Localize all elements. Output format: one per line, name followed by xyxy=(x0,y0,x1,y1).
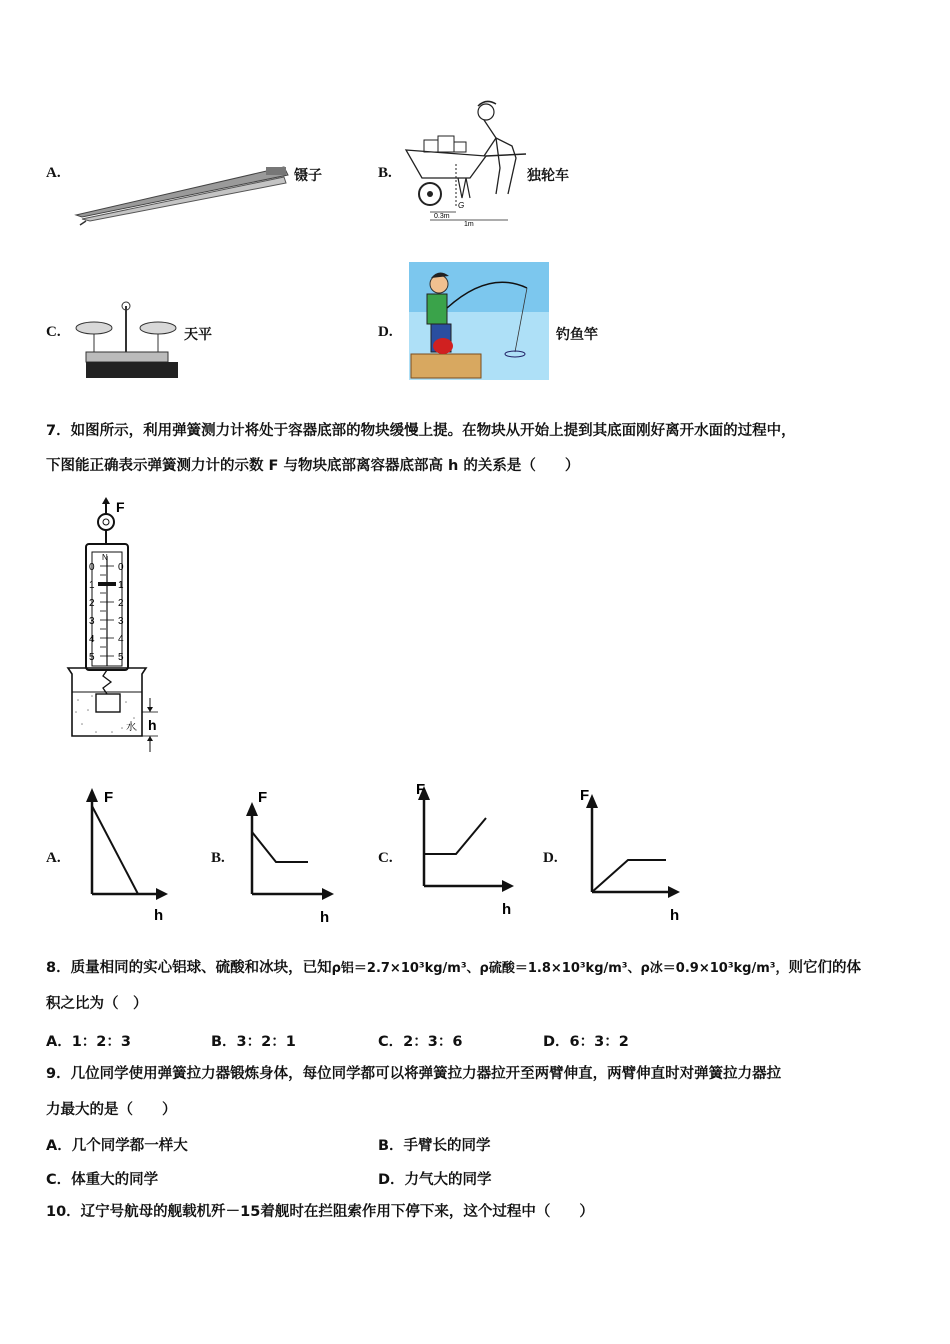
q9-option-b[interactable]: B．手臂长的同学 xyxy=(378,1138,491,1154)
q8-rho-al: ρ铝＝2.7×10³kg/m³、 xyxy=(331,961,480,976)
q8-line1 xyxy=(46,958,861,979)
graph-b xyxy=(238,782,338,924)
q9-line1: 9．几位同学使用弹簧拉力器锻炼身体，每位同学都可以将弹簧拉力器拉开至两臂伸直，两臂伸直时对弹簧拉力器拉 xyxy=(46,1066,782,1082)
wheelbarrow-dist2-label: 1m xyxy=(464,221,474,226)
spring-scale-apparatus xyxy=(62,496,172,758)
q6-option-d-caption: 钓鱼竿 xyxy=(556,327,598,343)
q9-option-c[interactable]: C．体重大的同学 xyxy=(46,1172,159,1188)
graph-c xyxy=(410,778,520,918)
scale-left-4: 4 xyxy=(89,634,95,645)
graph-b-letter: B. xyxy=(211,850,225,866)
graph-a-y-label: F xyxy=(104,789,114,806)
apparatus-f-label: F xyxy=(116,499,125,515)
q6-option-c-letter: C. xyxy=(46,324,61,340)
apparatus-h-label: h xyxy=(148,717,157,733)
q6-option-c-caption: 天平 xyxy=(184,327,212,343)
apparatus-water-label: 水 xyxy=(126,722,136,733)
wheelbarrow-figure xyxy=(400,98,530,226)
q8-option-d[interactable]: D．6：3：2 xyxy=(543,1034,629,1050)
tweezers-figure xyxy=(70,155,295,230)
graph-a-letter: A. xyxy=(46,850,61,866)
scale-left-0: 0 xyxy=(89,562,95,573)
graph-c-y-label: F xyxy=(416,781,426,798)
fishing-rod-figure xyxy=(409,262,549,380)
q9-option-a[interactable]: A．几个同学都一样大 xyxy=(46,1138,188,1154)
q6-option-b-letter: B. xyxy=(378,165,392,181)
apparatus-unit: N xyxy=(102,553,108,562)
scale-right-3: 3 xyxy=(118,616,124,627)
scale-right-2: 2 xyxy=(118,598,124,609)
q10-line1: 10．辽宁号航母的舰载机歼－15着舰时在拦阻索作用下停下来，这个过程中（ ） xyxy=(46,1204,594,1220)
q8-option-b[interactable]: B．3：2：1 xyxy=(211,1034,296,1050)
q7-line2: 下图能正确表示弹簧测力计的示数 F 与物块底部离容器底部高 h 的关系是（ ） xyxy=(46,458,580,474)
wheelbarrow-g-label: G xyxy=(458,201,465,210)
scale-right-4: 4 xyxy=(118,634,124,645)
scale-right-1: 1 xyxy=(118,580,124,591)
scale-left-3: 3 xyxy=(89,616,95,627)
q8-line2: 积之比为（ ） xyxy=(46,996,148,1012)
scale-left-2: 2 xyxy=(89,598,95,609)
q8-option-c[interactable]: C．2：3：6 xyxy=(378,1034,463,1050)
q6-option-b-caption: 独轮车 xyxy=(527,168,569,184)
q6-option-a-caption: 镊子 xyxy=(294,168,322,184)
q8-option-a[interactable]: A．1：2：3 xyxy=(46,1034,131,1050)
q6-option-a-letter: A. xyxy=(46,165,61,181)
q6-option-d-letter: D. xyxy=(378,324,393,340)
graph-b-x-label: h xyxy=(320,909,330,924)
scale-right-0: 0 xyxy=(118,562,124,573)
graph-d-x-label: h xyxy=(670,907,680,924)
q8-rho-ice: ρ冰＝0.9×10³kg/m³， xyxy=(640,961,789,976)
q9-line2: 力最大的是（ ） xyxy=(46,1102,177,1118)
graph-d-y-label: F xyxy=(580,787,590,804)
balance-figure xyxy=(72,296,182,382)
scale-left-5: 5 xyxy=(89,652,95,663)
graph-c-x-label: h xyxy=(502,901,512,918)
scale-right-5: 5 xyxy=(118,652,124,663)
q8-line1-start: 8．质量相同的实心铝球、硫酸和冰块，已知 xyxy=(46,960,332,976)
graph-d-letter: D. xyxy=(543,850,558,866)
q8-rho-acid: ρ硫酸＝1.8×10³kg/m³、 xyxy=(479,961,641,976)
q7-line1: 7．如图所示，利用弹簧测力计将处于容器底部的物块缓慢上提。在物块从开始上提到其底面刚好离开水面的过程中， xyxy=(46,423,796,439)
wheelbarrow-dist1-label: 0.3m xyxy=(434,213,450,220)
scale-left-1: 1 xyxy=(89,580,95,591)
graph-c-letter: C. xyxy=(378,850,393,866)
graph-d xyxy=(576,782,686,924)
graph-a xyxy=(78,782,170,922)
q9-option-d[interactable]: D．力气大的同学 xyxy=(378,1172,492,1188)
graph-b-y-label: F xyxy=(258,789,268,806)
graph-a-x-label: h xyxy=(154,907,164,922)
q8-line1-end: 则它们的体 xyxy=(788,960,861,976)
